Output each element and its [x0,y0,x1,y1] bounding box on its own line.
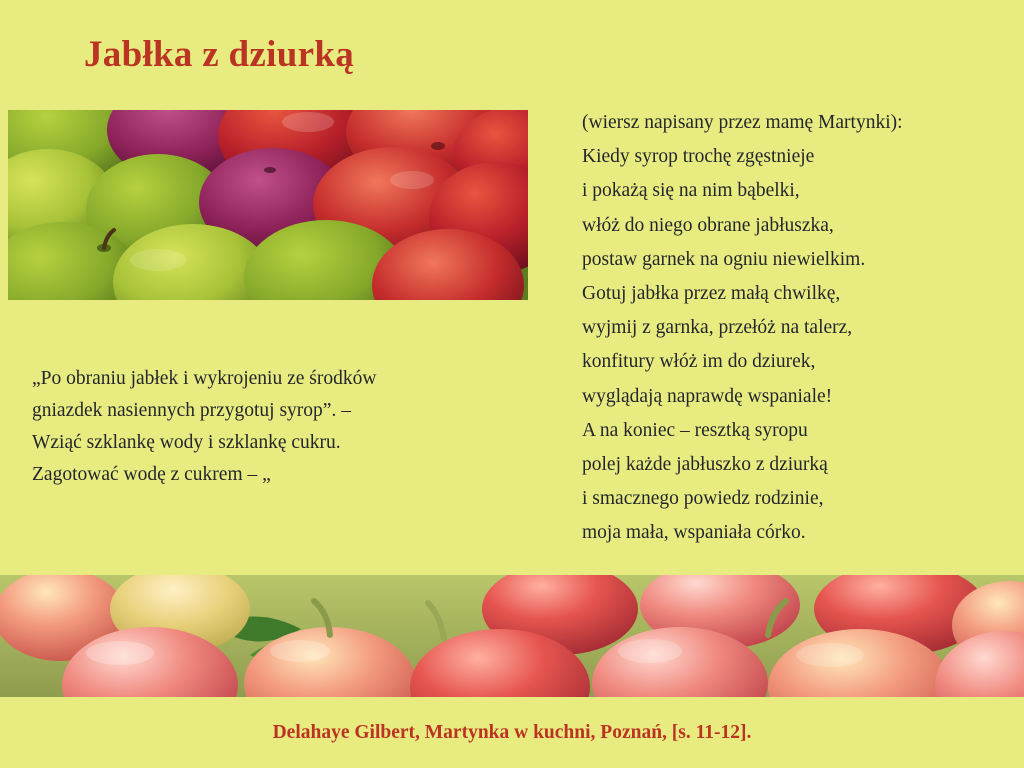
poem-line: Gotuj jabłka przez małą chwilkę, [582,283,841,305]
page-title: Jabłka z dziurką [84,34,355,75]
poem-text [582,106,1002,551]
source-citation: Delahaye Gilbert, Martynka w kuchni, Poznań, [s. 11-12]. [272,721,752,743]
quote-line: gniazdek nasiennych przygotuj syrop”. – [32,400,351,421]
quote-line: „Po obraniu jabłek i wykrojeniu ze środków [32,368,377,389]
poem-line: i pokażą się na nim bąbelki, [582,180,800,202]
poem-line: wyglądają naprawdę wspaniale! [582,385,833,407]
quote-line: Wziąć szklankę wody i szklankę cukru. [32,432,341,453]
poem-line: A na koniec – resztką syropu [582,419,808,441]
poem-line: i smacznego powiedz rodzinie, [582,488,824,510]
poem-line: postaw garnek na ogniu niewielkim. [582,248,866,270]
poem-line: (wiersz napisany przez mamę Martynki): [582,112,903,133]
apples-photo-top [8,110,528,300]
poem-line: polej każde jabłuszko z dziurką [582,454,828,476]
poem-line: Kiedy syrop trochę zgęstnieje [582,146,815,168]
poem-line: włóż do niego obrane jabłuszka, [582,214,834,236]
recipe-quote [32,363,512,491]
quote-line: Zagotować wodę z cukrem – „ [32,464,271,485]
poem-line: konfitury włóż im do dziurek, [582,351,816,373]
poem-line: wyjmij z garnka, przełóż na talerz, [582,317,853,339]
poem-line: moja mała, wspaniała córko. [582,522,806,544]
apples-photo-bottom [0,575,1024,697]
footer-bar [0,697,1024,768]
